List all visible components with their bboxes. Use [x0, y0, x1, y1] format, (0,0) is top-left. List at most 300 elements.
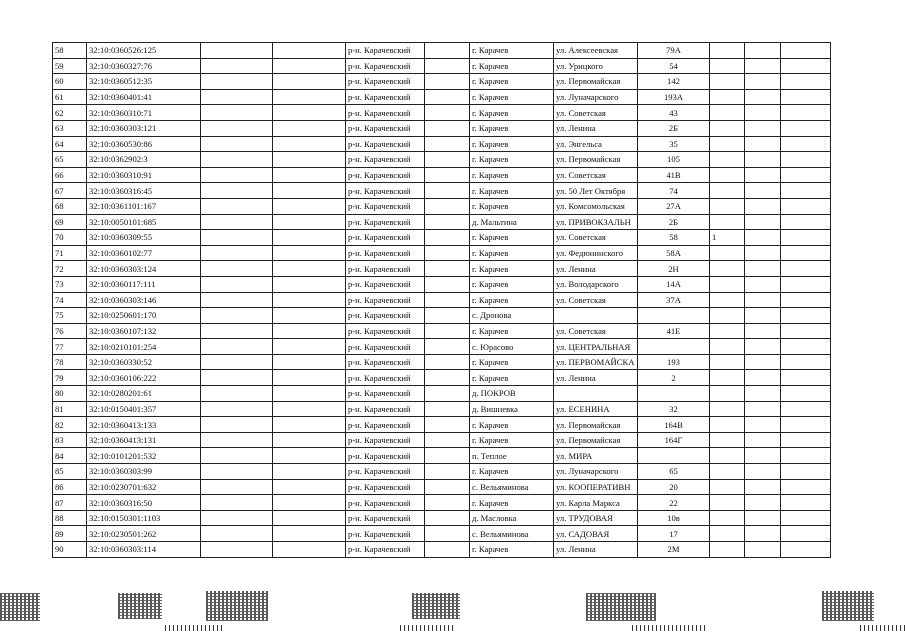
table-row	[53, 464, 831, 480]
empty-cell	[781, 89, 831, 105]
extra-cell	[710, 89, 745, 105]
empty-cell	[273, 464, 346, 480]
street-cell: ул. Карла Маркса	[554, 495, 638, 511]
street-cell: ул. 50 Лет Октября	[554, 183, 638, 199]
empty-cell	[745, 370, 781, 386]
street-cell: ул. Луначарского	[554, 89, 638, 105]
house-number-cell: 2Б	[638, 214, 710, 230]
empty-cell	[273, 120, 346, 136]
settlement-cell: г. Карачев	[470, 245, 554, 261]
empty-cell	[781, 401, 831, 417]
empty-cell	[745, 417, 781, 433]
empty-cell	[745, 448, 781, 464]
cadastral-number-cell: 32:10:0250601:170	[87, 308, 201, 324]
cadastral-number-cell: 32:10:0360309:55	[87, 230, 201, 246]
settlement-cell: г. Карачев	[470, 167, 554, 183]
extra-cell	[710, 167, 745, 183]
row-number-cell: 64	[53, 136, 87, 152]
table-row	[53, 323, 831, 339]
table-row	[53, 89, 831, 105]
house-number-cell: 2М	[638, 542, 710, 558]
cadastral-number-cell: 32:10:0362902:3	[87, 152, 201, 168]
street-cell: ул. Советская	[554, 292, 638, 308]
district-cell: р-н. Карачевский	[346, 292, 425, 308]
empty-cell	[781, 510, 831, 526]
empty-cell	[201, 339, 273, 355]
settlement-cell: г. Карачев	[470, 136, 554, 152]
empty-cell	[201, 401, 273, 417]
house-number-cell: 164Г	[638, 432, 710, 448]
empty-cell	[273, 105, 346, 121]
empty-cell	[745, 198, 781, 214]
empty-cell	[745, 526, 781, 542]
table-row	[53, 339, 831, 355]
empty-cell	[781, 198, 831, 214]
empty-cell	[745, 401, 781, 417]
house-number-cell	[638, 339, 710, 355]
empty-cell	[273, 245, 346, 261]
row-number-cell: 70	[53, 230, 87, 246]
empty-cell	[781, 58, 831, 74]
table-row	[53, 308, 831, 324]
empty-cell	[201, 292, 273, 308]
house-number-cell: 193	[638, 354, 710, 370]
street-cell: ул. Алексеевская	[554, 43, 638, 59]
settlement-cell: с. Дронова	[470, 308, 554, 324]
row-number-cell: 66	[53, 167, 87, 183]
scan-footer-noise	[0, 585, 905, 640]
extra-cell	[710, 417, 745, 433]
cadastral-number-cell: 32:10:0360102:77	[87, 245, 201, 261]
cadastral-number-cell: 32:10:0050101:685	[87, 214, 201, 230]
empty-cell	[425, 510, 470, 526]
settlement-cell: г. Карачев	[470, 417, 554, 433]
district-cell: р-н. Карачевский	[346, 230, 425, 246]
district-cell: р-н. Карачевский	[346, 432, 425, 448]
district-cell: р-н. Карачевский	[346, 74, 425, 90]
empty-cell	[745, 323, 781, 339]
empty-cell	[273, 526, 346, 542]
house-number-cell: 105	[638, 152, 710, 168]
extra-cell	[710, 432, 745, 448]
district-cell: р-н. Карачевский	[346, 152, 425, 168]
row-number-cell: 73	[53, 276, 87, 292]
settlement-cell: г. Карачев	[470, 261, 554, 277]
district-cell: р-н. Карачевский	[346, 198, 425, 214]
street-cell: ул. Ленина	[554, 542, 638, 558]
settlement-cell: г. Карачев	[470, 183, 554, 199]
empty-cell	[201, 417, 273, 433]
row-number-cell: 63	[53, 120, 87, 136]
cadastral-number-cell: 32:10:0361101:167	[87, 198, 201, 214]
settlement-cell: г. Карачев	[470, 89, 554, 105]
district-cell: р-н. Карачевский	[346, 89, 425, 105]
empty-cell	[425, 339, 470, 355]
extra-cell	[710, 58, 745, 74]
street-cell: ул. Советская	[554, 230, 638, 246]
empty-cell	[425, 245, 470, 261]
empty-cell	[201, 261, 273, 277]
empty-cell	[201, 167, 273, 183]
row-number-cell: 90	[53, 542, 87, 558]
row-number-cell: 82	[53, 417, 87, 433]
extra-cell	[710, 261, 745, 277]
empty-cell	[425, 198, 470, 214]
empty-cell	[425, 308, 470, 324]
district-cell: р-н. Карачевский	[346, 339, 425, 355]
district-cell: р-н. Карачевский	[346, 323, 425, 339]
empty-cell	[273, 339, 346, 355]
empty-cell	[201, 230, 273, 246]
extra-cell	[710, 542, 745, 558]
house-number-cell: 32	[638, 401, 710, 417]
empty-cell	[273, 183, 346, 199]
extra-cell	[710, 152, 745, 168]
cadastral-number-cell: 32:10:0360310:91	[87, 167, 201, 183]
row-number-cell: 85	[53, 464, 87, 480]
empty-cell	[781, 448, 831, 464]
extra-cell	[710, 354, 745, 370]
house-number-cell: 37А	[638, 292, 710, 308]
street-cell: ул. Первомайская	[554, 417, 638, 433]
table-row	[53, 214, 831, 230]
house-number-cell	[638, 386, 710, 402]
empty-cell	[781, 323, 831, 339]
cadastral-number-cell: 32:10:0360526:125	[87, 43, 201, 59]
cadastral-number-cell: 32:10:0230701:632	[87, 479, 201, 495]
empty-cell	[273, 292, 346, 308]
empty-cell	[201, 120, 273, 136]
empty-cell	[425, 105, 470, 121]
row-number-cell: 80	[53, 386, 87, 402]
empty-cell	[781, 152, 831, 168]
empty-cell	[425, 183, 470, 199]
table-row	[53, 152, 831, 168]
property-registry-table	[52, 42, 831, 558]
house-number-cell: 41Е	[638, 323, 710, 339]
house-number-cell: 74	[638, 183, 710, 199]
cadastral-number-cell: 32:10:0360316:45	[87, 183, 201, 199]
empty-cell	[781, 105, 831, 121]
empty-cell	[201, 495, 273, 511]
empty-cell	[273, 276, 346, 292]
empty-cell	[745, 230, 781, 246]
row-number-cell: 62	[53, 105, 87, 121]
empty-cell	[201, 479, 273, 495]
empty-cell	[273, 43, 346, 59]
street-cell: ул. САДОВАЯ	[554, 526, 638, 542]
cadastral-number-cell: 32:10:0360107:132	[87, 323, 201, 339]
empty-cell	[273, 401, 346, 417]
empty-cell	[201, 323, 273, 339]
empty-cell	[745, 214, 781, 230]
settlement-cell: г. Карачев	[470, 432, 554, 448]
empty-cell	[273, 167, 346, 183]
extra-cell	[710, 276, 745, 292]
house-number-cell: 27А	[638, 198, 710, 214]
settlement-cell: д. Мальтина	[470, 214, 554, 230]
row-number-cell: 86	[53, 479, 87, 495]
house-number-cell: 58А	[638, 245, 710, 261]
house-number-cell	[638, 308, 710, 324]
district-cell: р-н. Карачевский	[346, 510, 425, 526]
row-number-cell: 61	[53, 89, 87, 105]
settlement-cell: г. Карачев	[470, 354, 554, 370]
cadastral-number-cell: 32:10:0360106:222	[87, 370, 201, 386]
cadastral-number-cell: 32:10:0360303:99	[87, 464, 201, 480]
empty-cell	[745, 432, 781, 448]
table-row	[53, 354, 831, 370]
empty-cell	[425, 136, 470, 152]
empty-cell	[781, 276, 831, 292]
street-cell: ул. Ленина	[554, 120, 638, 136]
empty-cell	[781, 136, 831, 152]
empty-cell	[745, 245, 781, 261]
empty-cell	[425, 354, 470, 370]
street-cell: ул. КООПЕРАТИВН	[554, 479, 638, 495]
street-cell: ул. Федюнинского	[554, 245, 638, 261]
extra-cell	[710, 370, 745, 386]
table-body	[53, 43, 831, 558]
extra-cell: 1	[710, 230, 745, 246]
row-number-cell: 83	[53, 432, 87, 448]
table-row	[53, 105, 831, 121]
empty-cell	[201, 214, 273, 230]
empty-cell	[745, 339, 781, 355]
street-cell: ул. Первомайская	[554, 432, 638, 448]
table-row	[53, 386, 831, 402]
row-number-cell: 79	[53, 370, 87, 386]
district-cell: р-н. Карачевский	[346, 245, 425, 261]
empty-cell	[745, 542, 781, 558]
empty-cell	[745, 276, 781, 292]
table-row	[53, 261, 831, 277]
extra-cell	[710, 120, 745, 136]
empty-cell	[273, 152, 346, 168]
district-cell: р-н. Карачевский	[346, 479, 425, 495]
extra-cell	[710, 495, 745, 511]
district-cell: р-н. Карачевский	[346, 448, 425, 464]
settlement-cell: г. Карачев	[470, 370, 554, 386]
empty-cell	[201, 43, 273, 59]
empty-cell	[425, 464, 470, 480]
empty-cell	[425, 167, 470, 183]
empty-cell	[273, 198, 346, 214]
district-cell: р-н. Карачевский	[346, 183, 425, 199]
row-number-cell: 71	[53, 245, 87, 261]
house-number-cell	[638, 448, 710, 464]
empty-cell	[273, 370, 346, 386]
empty-cell	[781, 370, 831, 386]
street-cell: ул. Урицкого	[554, 58, 638, 74]
empty-cell	[425, 495, 470, 511]
row-number-cell: 60	[53, 74, 87, 90]
empty-cell	[273, 323, 346, 339]
empty-cell	[781, 120, 831, 136]
empty-cell	[745, 261, 781, 277]
extra-cell	[710, 323, 745, 339]
table-row	[53, 510, 831, 526]
settlement-cell: д. Масловка	[470, 510, 554, 526]
table-row	[53, 292, 831, 308]
street-cell: ул. Ленина	[554, 370, 638, 386]
settlement-cell: с. Вельяминова	[470, 479, 554, 495]
empty-cell	[781, 261, 831, 277]
empty-cell	[273, 495, 346, 511]
settlement-cell: г. Карачев	[470, 58, 554, 74]
empty-cell	[745, 308, 781, 324]
empty-cell	[425, 417, 470, 433]
street-cell: ул. ТРУДОВАЯ	[554, 510, 638, 526]
settlement-cell: г. Карачев	[470, 542, 554, 558]
cadastral-number-cell: 32:10:0360303:121	[87, 120, 201, 136]
district-cell: р-н. Карачевский	[346, 495, 425, 511]
extra-cell	[710, 308, 745, 324]
empty-cell	[781, 292, 831, 308]
registry-table-sheet	[52, 42, 831, 558]
empty-cell	[425, 370, 470, 386]
table-row	[53, 276, 831, 292]
row-number-cell: 77	[53, 339, 87, 355]
empty-cell	[201, 136, 273, 152]
street-cell: ул. ЕСЕНИНА	[554, 401, 638, 417]
cadastral-number-cell: 32:10:0230501:262	[87, 526, 201, 542]
empty-cell	[781, 245, 831, 261]
table-row	[53, 448, 831, 464]
table-row	[53, 526, 831, 542]
empty-cell	[273, 261, 346, 277]
empty-cell	[425, 401, 470, 417]
street-cell: ул. Энгельса	[554, 136, 638, 152]
row-number-cell: 68	[53, 198, 87, 214]
empty-cell	[273, 74, 346, 90]
table-row	[53, 432, 831, 448]
cadastral-number-cell: 32:10:0360401:41	[87, 89, 201, 105]
house-number-cell: 142	[638, 74, 710, 90]
empty-cell	[201, 105, 273, 121]
empty-cell	[273, 386, 346, 402]
table-row	[53, 495, 831, 511]
extra-cell	[710, 526, 745, 542]
settlement-cell: г. Карачев	[470, 120, 554, 136]
empty-cell	[781, 386, 831, 402]
settlement-cell: г. Карачев	[470, 43, 554, 59]
house-number-cell: 17	[638, 526, 710, 542]
table-row	[53, 136, 831, 152]
empty-cell	[745, 58, 781, 74]
street-cell: ул. ПЕРВОМАЙСКА	[554, 354, 638, 370]
cadastral-number-cell: 32:10:0360303:124	[87, 261, 201, 277]
street-cell	[554, 308, 638, 324]
empty-cell	[781, 542, 831, 558]
row-number-cell: 58	[53, 43, 87, 59]
empty-cell	[425, 448, 470, 464]
settlement-cell: г. Карачев	[470, 292, 554, 308]
cadastral-number-cell: 32:10:0360530:86	[87, 136, 201, 152]
settlement-cell: п. Теплое	[470, 448, 554, 464]
street-cell: ул. МИРА	[554, 448, 638, 464]
empty-cell	[201, 58, 273, 74]
house-number-cell: 193А	[638, 89, 710, 105]
street-cell: ул. Ленина	[554, 261, 638, 277]
empty-cell	[781, 354, 831, 370]
empty-cell	[425, 43, 470, 59]
house-number-cell: 2Б	[638, 120, 710, 136]
cadastral-number-cell: 32:10:0360512:35	[87, 74, 201, 90]
empty-cell	[425, 542, 470, 558]
empty-cell	[425, 432, 470, 448]
empty-cell	[201, 464, 273, 480]
empty-cell	[201, 370, 273, 386]
cadastral-number-cell: 32:10:0360413:133	[87, 417, 201, 433]
empty-cell	[425, 120, 470, 136]
district-cell: р-н. Карачевский	[346, 58, 425, 74]
settlement-cell: д. Вишневка	[470, 401, 554, 417]
empty-cell	[745, 183, 781, 199]
settlement-cell: с. Вельяминова	[470, 526, 554, 542]
table-row	[53, 183, 831, 199]
settlement-cell: г. Карачев	[470, 152, 554, 168]
empty-cell	[781, 417, 831, 433]
empty-cell	[201, 308, 273, 324]
row-number-cell: 84	[53, 448, 87, 464]
empty-cell	[273, 308, 346, 324]
district-cell: р-н. Карачевский	[346, 464, 425, 480]
street-cell: ул. Первомайская	[554, 74, 638, 90]
empty-cell	[781, 495, 831, 511]
district-cell: р-н. Карачевский	[346, 120, 425, 136]
house-number-cell: 10в	[638, 510, 710, 526]
table-row	[53, 120, 831, 136]
empty-cell	[425, 230, 470, 246]
house-number-cell: 65	[638, 464, 710, 480]
empty-cell	[781, 464, 831, 480]
row-number-cell: 67	[53, 183, 87, 199]
empty-cell	[781, 74, 831, 90]
empty-cell	[425, 526, 470, 542]
empty-cell	[781, 479, 831, 495]
empty-cell	[273, 510, 346, 526]
extra-cell	[710, 214, 745, 230]
empty-cell	[201, 198, 273, 214]
table-row	[53, 401, 831, 417]
house-number-cell: 54	[638, 58, 710, 74]
house-number-cell: 20	[638, 479, 710, 495]
empty-cell	[201, 386, 273, 402]
settlement-cell: г. Карачев	[470, 276, 554, 292]
district-cell: р-н. Карачевский	[346, 401, 425, 417]
district-cell: р-н. Карачевский	[346, 214, 425, 230]
extra-cell	[710, 183, 745, 199]
empty-cell	[273, 136, 346, 152]
empty-cell	[273, 479, 346, 495]
empty-cell	[425, 479, 470, 495]
cadastral-number-cell: 32:10:0360303:114	[87, 542, 201, 558]
empty-cell	[745, 152, 781, 168]
house-number-cell: 58	[638, 230, 710, 246]
empty-cell	[201, 448, 273, 464]
district-cell: р-н. Карачевский	[346, 276, 425, 292]
settlement-cell: г. Карачев	[470, 74, 554, 90]
row-number-cell: 88	[53, 510, 87, 526]
house-number-cell: 79А	[638, 43, 710, 59]
row-number-cell: 74	[53, 292, 87, 308]
cadastral-number-cell: 32:10:0150401:357	[87, 401, 201, 417]
table-row	[53, 58, 831, 74]
empty-cell	[273, 417, 346, 433]
table-row	[53, 230, 831, 246]
empty-cell	[201, 245, 273, 261]
